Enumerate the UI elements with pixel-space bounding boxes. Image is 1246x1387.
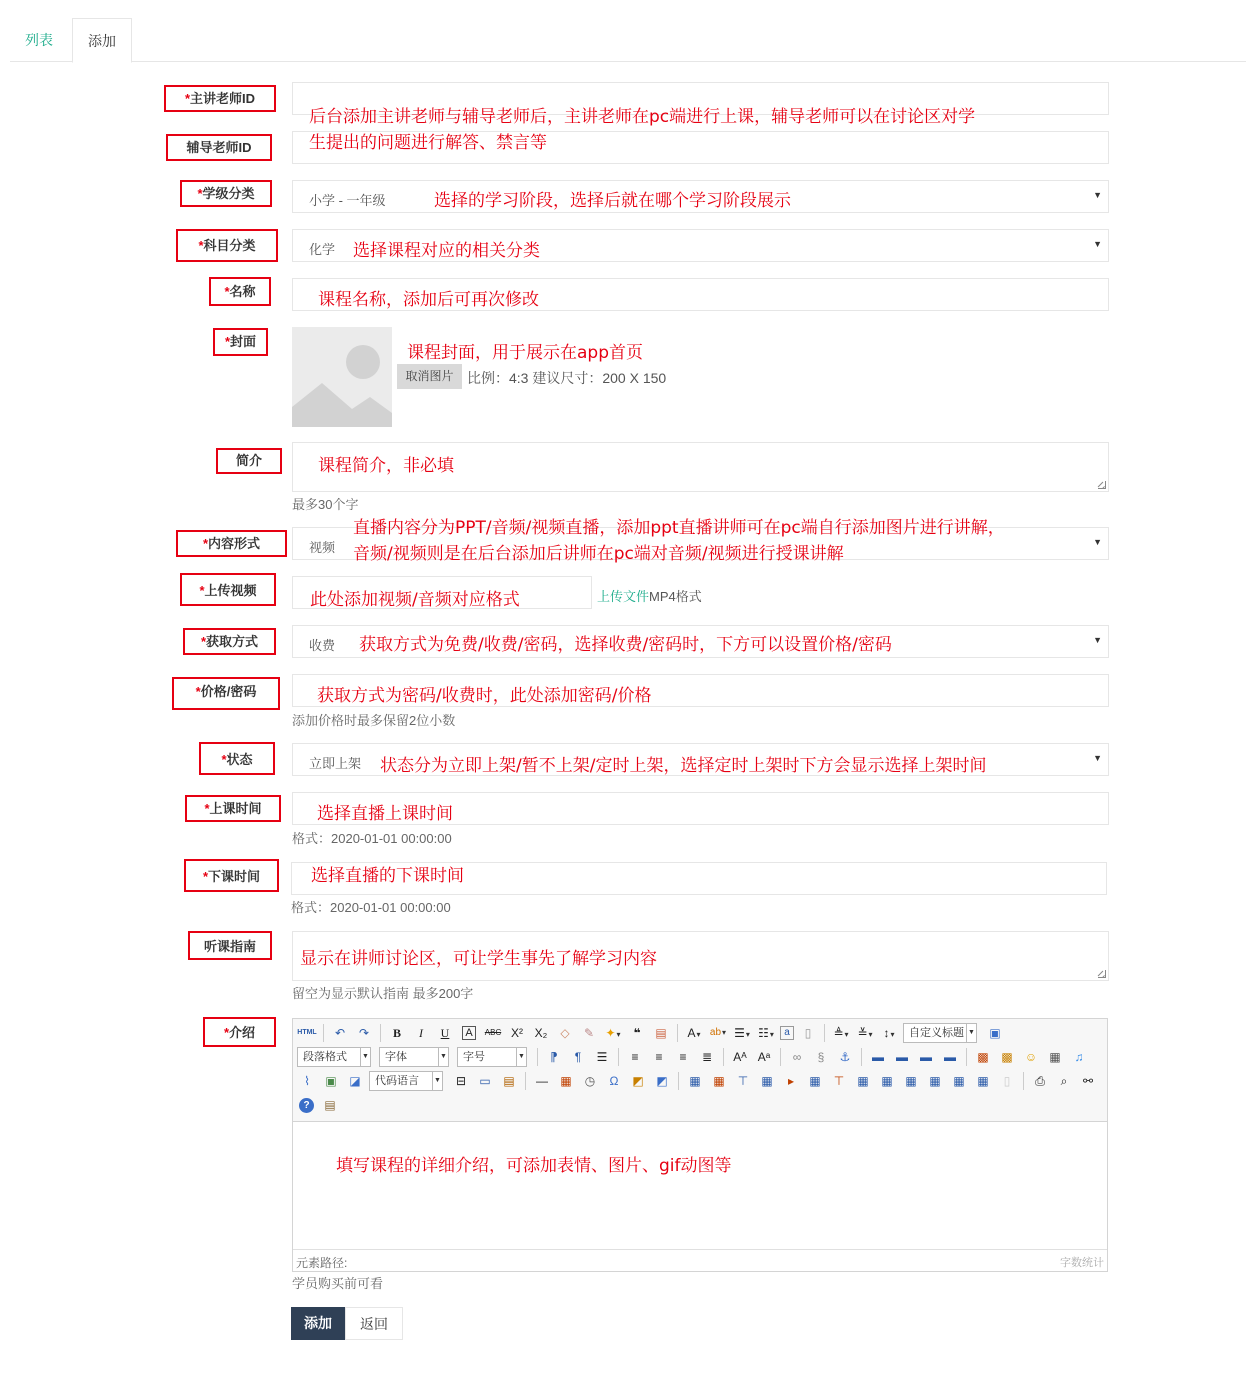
select-all-icon[interactable]: a [780,1026,794,1040]
insert-col-icon[interactable]: ▦ [809,1074,821,1088]
word-image-icon[interactable]: ◩ [656,1074,668,1088]
label-end-time: *下课时间 [184,859,279,892]
lowercase-icon[interactable]: Aᵃ [757,1050,771,1064]
bold-icon[interactable]: B [392,1026,401,1040]
underline-icon[interactable]: U [440,1026,450,1040]
note-end-time: 选择直播的下课时间 [311,866,464,886]
font-size-select[interactable]: 字号 ▼ [457,1047,527,1067]
time-icon[interactable]: ◷ [584,1074,596,1088]
toolbar-divider [678,1072,679,1090]
note-detail: 填写课程的详细介绍，可添加表情、图片、gif动图等 [336,1156,732,1176]
image-left-icon[interactable]: ▬ [896,1050,908,1064]
label-price: *价格/密码 [172,677,280,710]
label-intro-short: 简介 [216,448,282,474]
upload-file-link[interactable]: 上传文件 [597,589,650,604]
label-detail: *介绍 [203,1017,276,1047]
mountain-shape [292,327,392,427]
resize-handle-icon[interactable] [1098,481,1106,489]
note-content-line2: 音频/视频则是在后台添加后讲师在pc端对音频/视频进行授课讲解 [353,544,844,564]
toolbar-divider [677,1024,678,1042]
editor-statusbar [293,1249,1107,1271]
anchor-icon[interactable]: ⚓ [839,1050,851,1064]
label-subject: *科目分类 [176,229,278,262]
label-tutor-id: 辅导老师ID [166,134,272,161]
toolbar-divider [380,1024,381,1042]
label-teacher-id: *主讲老师ID [164,85,276,112]
link-icon[interactable]: ∞ [792,1050,802,1064]
align-center-icon[interactable]: ≡ [655,1050,663,1064]
note-price: 获取方式为密码/收费时，此处添加密码/价格 [317,686,652,706]
resize-handle-icon[interactable] [1098,970,1106,978]
toolbar-row-4 [297,1094,344,1116]
toolbar-divider [723,1048,724,1066]
start-time-help: 格式：2020-01-01 00:00:00 [292,831,452,846]
label-guide: 听课指南 [188,931,272,960]
undo-icon[interactable]: ↶ [334,1026,346,1040]
italic-icon[interactable]: I [419,1026,423,1040]
drafts-icon[interactable]: ▤ [324,1098,336,1112]
note-intro-short: 课程简介，非必填 [318,456,454,476]
upload-area [597,586,702,605]
tab-add[interactable]: 添加 [72,18,132,63]
chevron-down-icon: ▼ [1093,537,1102,547]
image-right-icon[interactable]: ▬ [920,1050,932,1064]
image-center-icon[interactable]: ▬ [944,1050,956,1064]
code-language-select[interactable]: 代码语言 ▼ [369,1071,443,1091]
align-left-icon[interactable]: ≡ [631,1050,639,1064]
delete-col-icon[interactable]: ⊤ [833,1074,845,1088]
access-type-select-value: 收费 [309,638,336,653]
toolbar-divider [618,1048,619,1066]
print-icon[interactable]: ⎙ [1035,1074,1045,1088]
search-replace-icon[interactable]: ⚯ [1082,1074,1094,1088]
note-cover: 课程封面，用于展示在app首页 [407,343,643,363]
eraser-icon[interactable]: ◇ [560,1026,570,1040]
unlink-icon[interactable]: § [817,1050,825,1064]
insert-paragraph-before-table-icon[interactable]: ⊤ [737,1074,749,1088]
attachment-icon[interactable]: ⌇ [304,1074,310,1088]
ltr-icon[interactable]: ⁋ [550,1050,558,1064]
background-icon[interactable]: ▭ [479,1074,491,1088]
paragraph-format-select[interactable]: 段落格式 ▼ [297,1047,371,1067]
grade-select-value: 小学 - 一年级 [309,193,386,208]
align-right-icon[interactable]: ≡ [679,1050,687,1064]
map-icon[interactable]: ▣ [325,1074,337,1088]
toolbar-divider [1023,1072,1024,1090]
subscript-icon[interactable]: X₂ [534,1026,548,1040]
back-button[interactable]: 返回 [345,1307,403,1340]
clear-doc-icon[interactable]: ▯ [804,1026,812,1040]
insert-frame-icon[interactable]: ◪ [349,1074,361,1088]
merge-cells-icon[interactable]: ▦ [857,1074,869,1088]
cancel-image-button[interactable]: 取消图片 [397,364,462,389]
element-path: 元素路径: [296,1256,348,1270]
row-spacing-top-icon[interactable]: ≜ ▾ [831,1023,851,1043]
indent-icon[interactable]: ☰ [596,1050,608,1064]
snapscreen-icon[interactable]: ◩ [632,1074,644,1088]
toolbar-divider [861,1048,862,1066]
cover-image-placeholder[interactable] [292,327,392,427]
horizontal-rule-icon[interactable]: — [536,1074,548,1088]
note-grade: 选择的学习阶段，选择后就在哪个学习阶段展示 [434,191,791,211]
toolbar-divider [780,1048,781,1066]
chevron-down-icon: ▼ [1093,239,1102,249]
template-icon[interactable]: ▤ [503,1074,515,1088]
rich-text-editor[interactable] [292,1018,1108,1272]
toolbar-divider [966,1048,967,1066]
insert-table-icon[interactable]: ▦ [689,1074,701,1088]
editor-content-area[interactable] [293,1123,1107,1248]
music-icon[interactable]: ♫ [1074,1050,1084,1064]
cover-hint: 比例：4:3 建议尺寸：200 X 150 [467,370,667,386]
align-justify-icon[interactable]: ≣ [701,1050,713,1064]
label-access-type: *获取方式 [183,628,276,655]
paste-plain-icon[interactable]: ▤ [655,1026,667,1040]
label-cover: *封面 [213,328,268,356]
video-icon[interactable]: ▦ [1049,1050,1061,1064]
fullscreen-icon[interactable]: ▣ [989,1026,1001,1040]
note-subject: 选择课程对应的相关分类 [353,241,540,261]
chevron-down-icon: ▼ [1093,190,1102,200]
line-height-icon[interactable]: ↕ ▾ [879,1023,899,1043]
tab-bar [10,18,1246,62]
redo-icon[interactable]: ↷ [358,1026,370,1040]
toolbar-row-3 [297,1070,1102,1092]
split-to-cells-icon[interactable]: ▦ [929,1074,941,1088]
price-help: 添加价格时最多保留2位小数 [292,713,456,728]
superscript-icon[interactable]: X² [511,1026,523,1040]
content-type-select-value: 视频 [309,540,336,555]
end-time-help: 格式：2020-01-01 00:00:00 [291,900,451,915]
multi-image-icon[interactable]: ▩ [1001,1050,1013,1064]
toolbar-row-2 [297,1046,1093,1068]
note-name: 课程名称，添加后可再次修改 [318,290,539,310]
row-spacing-bottom-icon[interactable]: ≚ ▾ [855,1023,875,1043]
label-start-time: *上课时间 [185,795,281,822]
toolbar-divider [824,1024,825,1042]
subject-select-value: 化学 [309,242,336,257]
page-break-icon[interactable]: ⊟ [455,1074,467,1088]
tab-list[interactable]: 列表 [25,32,53,48]
note-status: 状态分为立即上架/暂不上架/定时上架，选择定时上架时下方会显示选择上架时间 [380,756,987,776]
toolbar-divider [323,1024,324,1042]
guide-help: 留空为显示默认指南 最多200字 [292,986,474,1001]
format-brush-icon[interactable]: ✎ [583,1026,595,1040]
image-none-icon[interactable]: ▬ [872,1050,884,1064]
help-icon[interactable]: ? [299,1098,314,1113]
note-upload: 此处添加视频/音频对应格式 [310,590,520,610]
custom-title-select[interactable]: 自定义标题 ▼ [903,1023,977,1043]
submit-button[interactable]: 添加 [291,1307,345,1340]
note-guide: 显示在讲师讨论区，可让学生事先了解学习内容 [300,949,657,969]
font-border-icon[interactable]: A [462,1026,476,1040]
preview-icon[interactable]: ⌕ [1060,1074,1068,1088]
font-family-select[interactable]: 字体 ▼ [379,1047,449,1067]
split-to-rows-icon[interactable]: ▦ [953,1074,965,1088]
status-select-value: 立即上架 [309,756,362,771]
editor-toolbar [293,1019,1107,1122]
word-count: 字数统计 [1060,1257,1104,1269]
note-teacher-line1: 后台添加主讲老师与辅导老师后，主讲老师在pc端进行上课，辅导老师可以在讨论区对学 [309,107,976,127]
detail-help: 学员购买前可看 [292,1276,384,1291]
merge-right-icon[interactable]: ▦ [881,1074,893,1088]
special-chars-icon[interactable]: Ω [609,1074,619,1088]
unordered-list-icon[interactable]: ☷ ▾ [756,1023,776,1043]
intro-short-help: 最多30个字 [292,497,359,512]
source-html-icon[interactable]: HTML [297,1029,317,1036]
blockquote-icon[interactable]: ❝ [633,1026,641,1040]
emotion-icon[interactable]: ☺ [1024,1050,1038,1064]
rtl-icon[interactable]: ¶ [574,1050,582,1064]
label-status: *状态 [199,742,275,775]
label-name: *名称 [209,277,271,306]
strikethrough-icon[interactable]: ABC [484,1028,502,1037]
merge-down-icon[interactable]: ▦ [905,1074,917,1088]
uppercase-icon[interactable]: Aᴬ [733,1050,747,1064]
toolbar-divider [525,1072,526,1090]
note-access: 获取方式为免费/收费/密码，选择收费/密码时，下方可以设置价格/密码 [359,635,892,655]
delete-row-icon[interactable]: ▸ [787,1074,795,1088]
label-content-type: *内容形式 [176,530,287,557]
chart-icon[interactable]: ▯ [1003,1074,1011,1088]
autotype-icon[interactable]: ✦ ▾ [603,1023,623,1043]
date-icon[interactable]: ▦ [560,1074,572,1088]
highlight-color-icon[interactable]: ab ▾ [708,1023,728,1043]
note-start-time: 选择直播上课时间 [317,804,453,824]
note-content-line1: 直播内容分为PPT/音频/视频直播，添加ppt直播讲师可在pc端自行添加图片进行讲解， [353,518,1005,538]
ordered-list-icon[interactable]: ☰ ▾ [732,1023,752,1043]
insert-image-icon[interactable]: ▩ [977,1050,989,1064]
delete-table-icon[interactable]: ▦ [713,1074,725,1088]
chevron-down-icon: ▼ [1093,753,1102,763]
font-color-icon[interactable]: A ▾ [684,1023,704,1043]
label-upload-video: *上传视频 [180,573,276,606]
toolbar-divider [537,1048,538,1066]
split-to-cols-icon[interactable]: ▦ [977,1074,989,1088]
upload-format-hint: MP4格式 [649,589,702,604]
label-grade: *学级分类 [180,180,272,207]
toolbar-row-1 [297,1022,1009,1044]
note-teacher-line2: 生提出的问题进行解答、禁言等 [309,133,547,153]
chevron-down-icon: ▼ [1093,635,1102,645]
insert-row-icon[interactable]: ▦ [761,1074,773,1088]
